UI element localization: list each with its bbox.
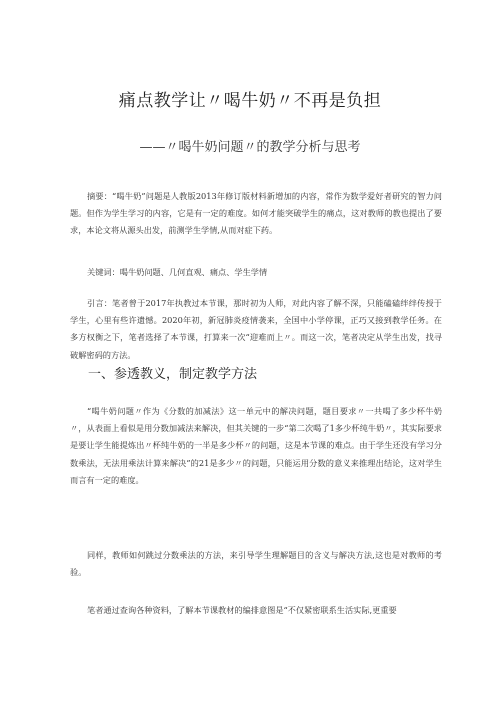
document-subtitle: ——〃喝牛奶问题〃的教学分析与思考 bbox=[139, 140, 361, 155]
document-title: 痛点教学让〃喝牛奶〃不再是负担 bbox=[118, 91, 382, 111]
section-heading: 一、参透教义，制定教学方法 bbox=[88, 367, 258, 382]
keywords-paragraph: 关键词：喝牛奶问题、几何直观、痛点、学生学情 bbox=[87, 267, 268, 277]
intro-paragraph: 引言：笔者曾于2017年执教过本节课，那时初为人师，对此内容了解不深，只能磕磕绊绊传授于学生，心里有些许遗憾。2020年初，新冠肺炎疫情袭来，全国中小学停课，正巧又接到教学任务。在多方权衡之下，笔者选择了本节课，打算来一次“迎难而上〃。而这一次，笔者决定从学生出发，找寻破解密码的方法。 bbox=[70, 298, 442, 360]
abstract-paragraph: 摘要：“喝牛奶”问题是人教版2013年修订版材料新增加的内容，常作为数学爱好者研究的智力问题。但作为学生学习的内容，它是有一定的难度。如何才能突破学生的痛点，这对教师的教也提出了要求，本论文将从源头出发，前测学生学情,从而对症下药。 bbox=[70, 191, 442, 236]
body-paragraph: 同样，教师如何跳过分数乘法的方法，来引导学生理解题目的含义与解决方法,这也是对教师的考验。 bbox=[70, 550, 442, 578]
body-paragraph: “喝牛奶问题〃作为《分数的加减法》这一单元中的解决问题，题目要求〃一共喝了多少杯牛奶〃，从表面上看似是用分数加减法来解决，但其关键的一步“第二次喝了1多少杯纯牛奶〃，其实际要求是要让学生能提炼出〃杯纯牛奶的一半是多少杯〃的问题，这是本节课的难点。由于学生还没有学习分数乘法，无法用乘法计算来解决”的21是多少〃的问题，只能运用分数的意义来推理出结论，这对学生而言有一定的难度。 bbox=[70, 406, 442, 485]
body-paragraph: 笔者通过查询各种资料，了解本节课教材的编排意图是“不仅紧密联系生活实际,更重要 bbox=[87, 605, 397, 615]
